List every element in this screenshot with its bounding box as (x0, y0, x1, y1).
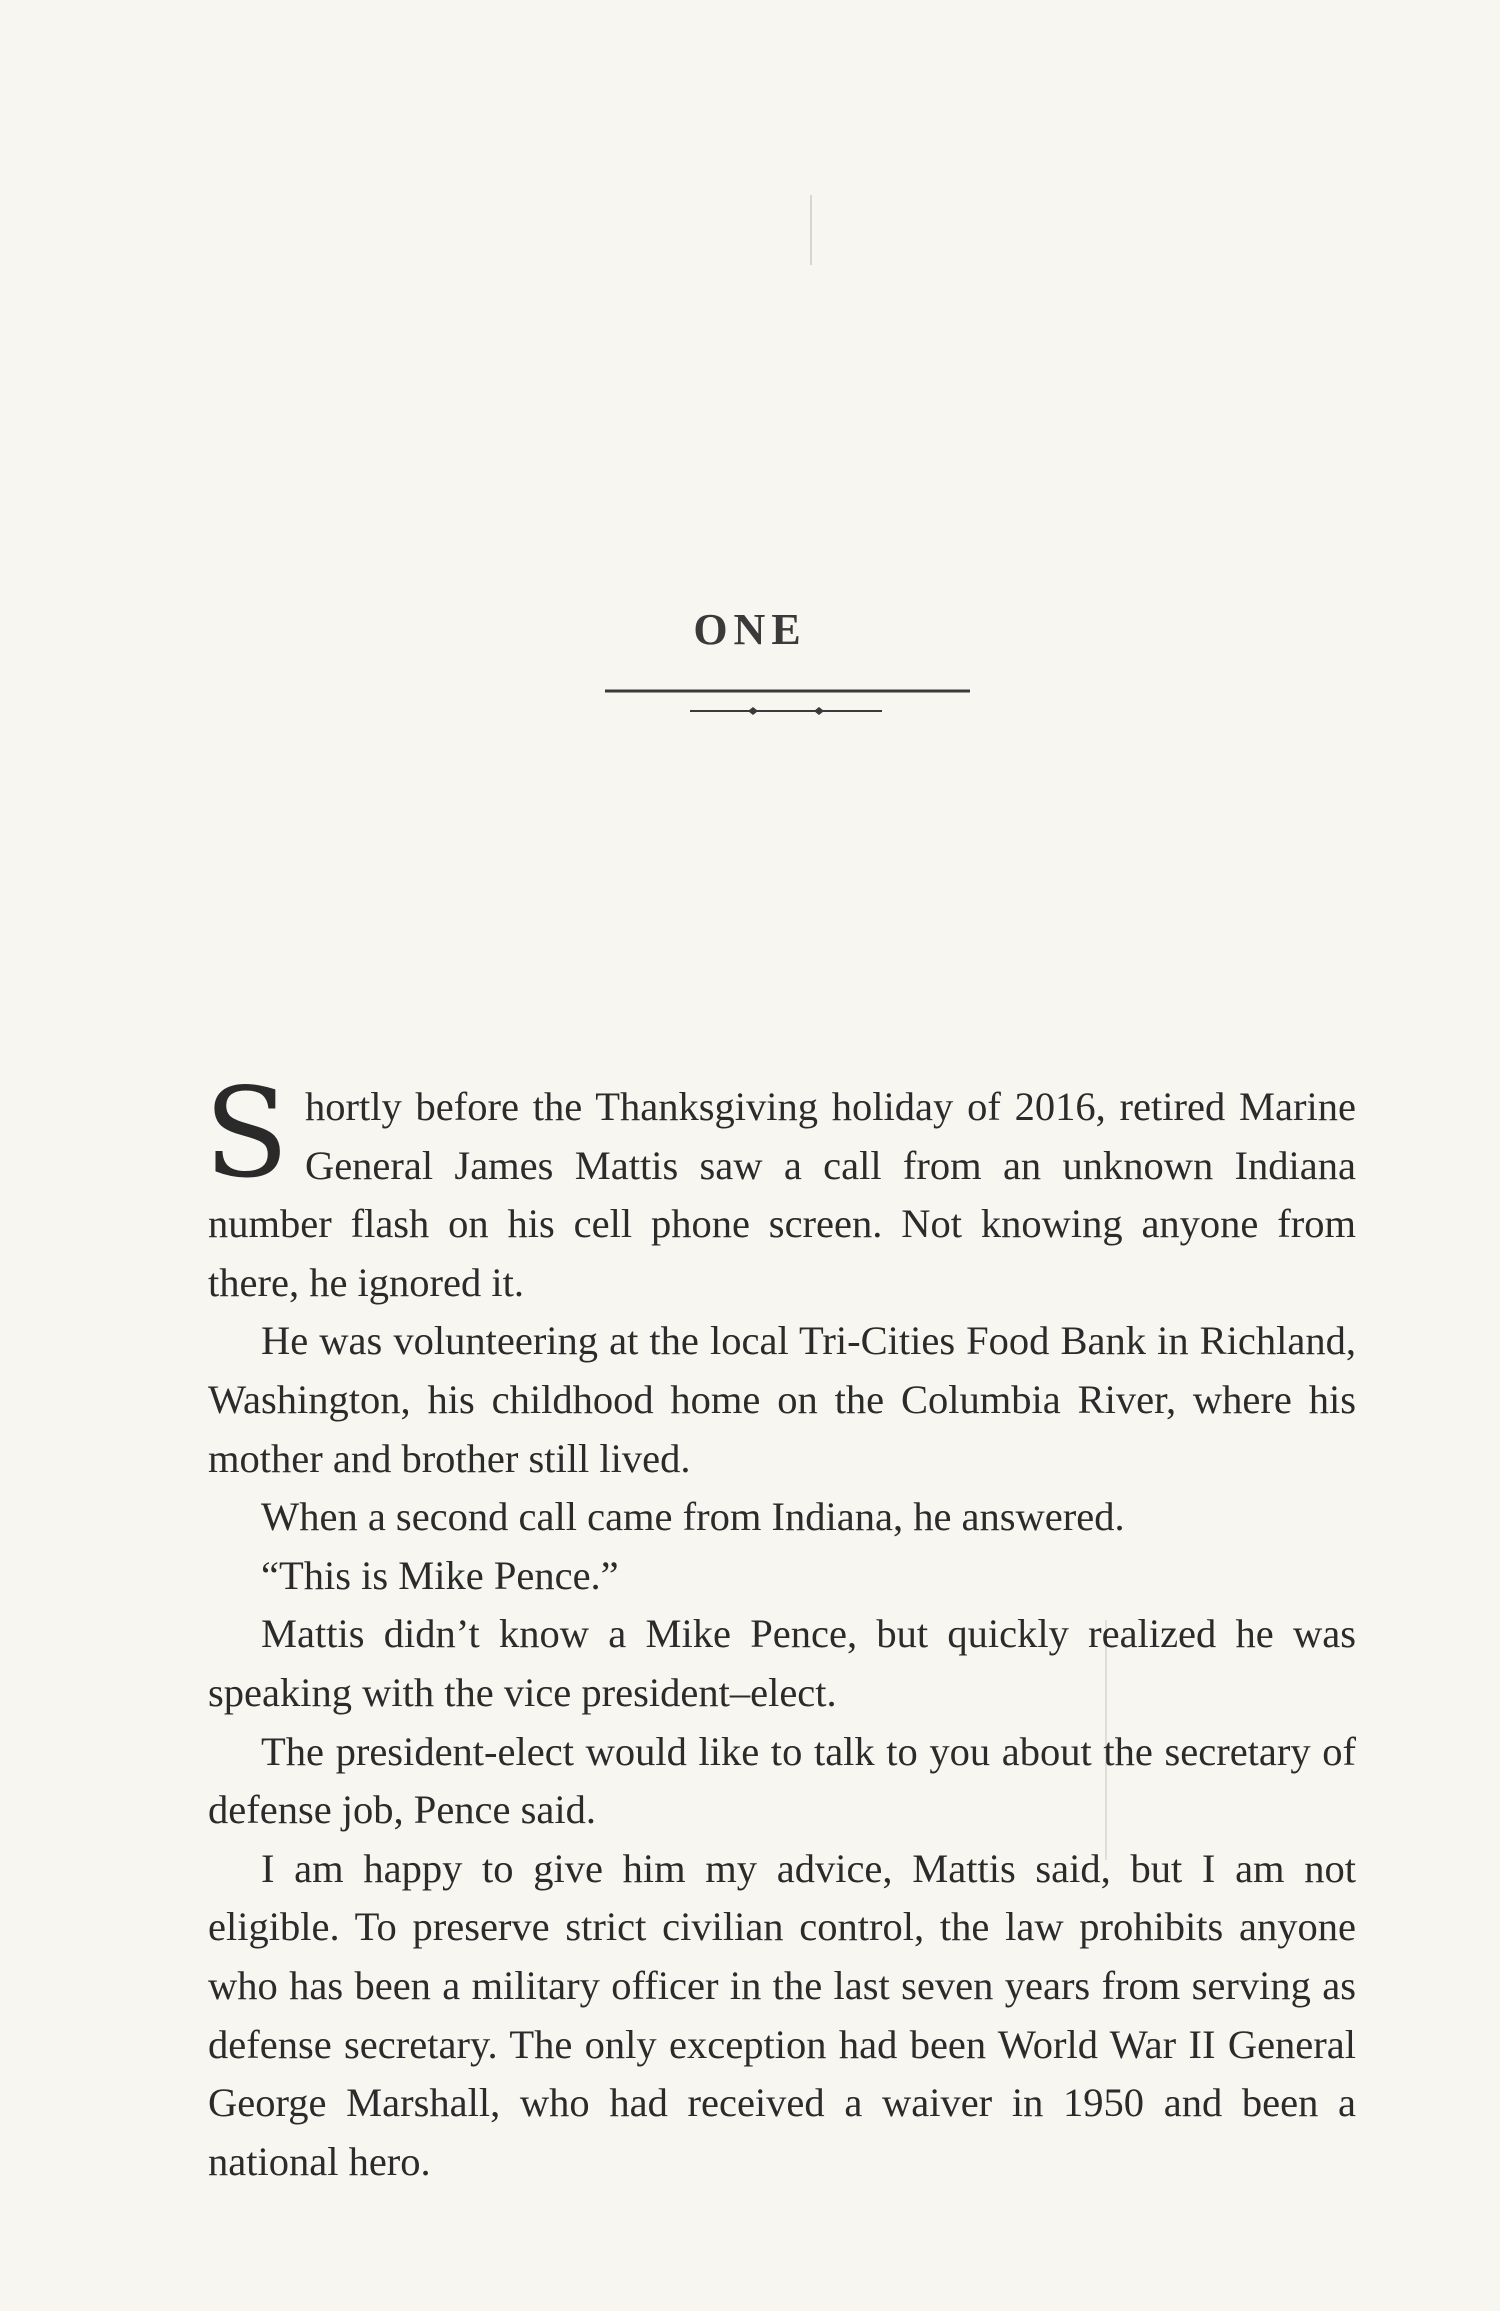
chapter-body-text (204, 1062, 1356, 2191)
chapter-ornament-divider (605, 684, 970, 724)
paragraph: The president-elect would like to talk to you about the secretary of defense job, Pence said. (208, 1728, 1356, 1833)
paragraph: Mattis didn’t know a Mike Pence, but quickly realized he was speaking with the vice president–elect. (208, 1611, 1356, 1715)
scan-artifact (810, 195, 812, 265)
ornament-diamond-right (814, 707, 824, 715)
chapter-heading: ONE (693, 605, 807, 654)
paragraph: I am happy to give him my advice, Mattis said, but I am not eligible. To preserve strict civilian control, the law prohibits anyone who has been a military officer in the last seven years from serving as defense secretary. The only exception had been World War II General George Marshall, who had received a waiver in 1950 and been a national hero. (208, 1845, 1356, 2184)
drop-cap: S (204, 1062, 289, 1206)
ornament-diamond-left (748, 707, 758, 715)
paragraph: He was volunteering at the local Tri-Cities Food Bank in Richland, Washington, his childhood home on the Columbia River, where his mother and brother still lived. (208, 1318, 1356, 1481)
paragraph: “This is Mike Pence.” (261, 1552, 619, 1598)
paragraph: When a second call came from Indiana, he answered. (261, 1494, 1125, 1540)
paragraph (204, 1062, 1356, 1312)
paragraph-text: hortly before the Thanksgiving holiday of 2016, retired Marine General James Mattis saw a call from an unknown Indiana number flash on his cell phone screen. Not knowing anyone from there, he ignored it. (208, 1084, 1356, 1305)
